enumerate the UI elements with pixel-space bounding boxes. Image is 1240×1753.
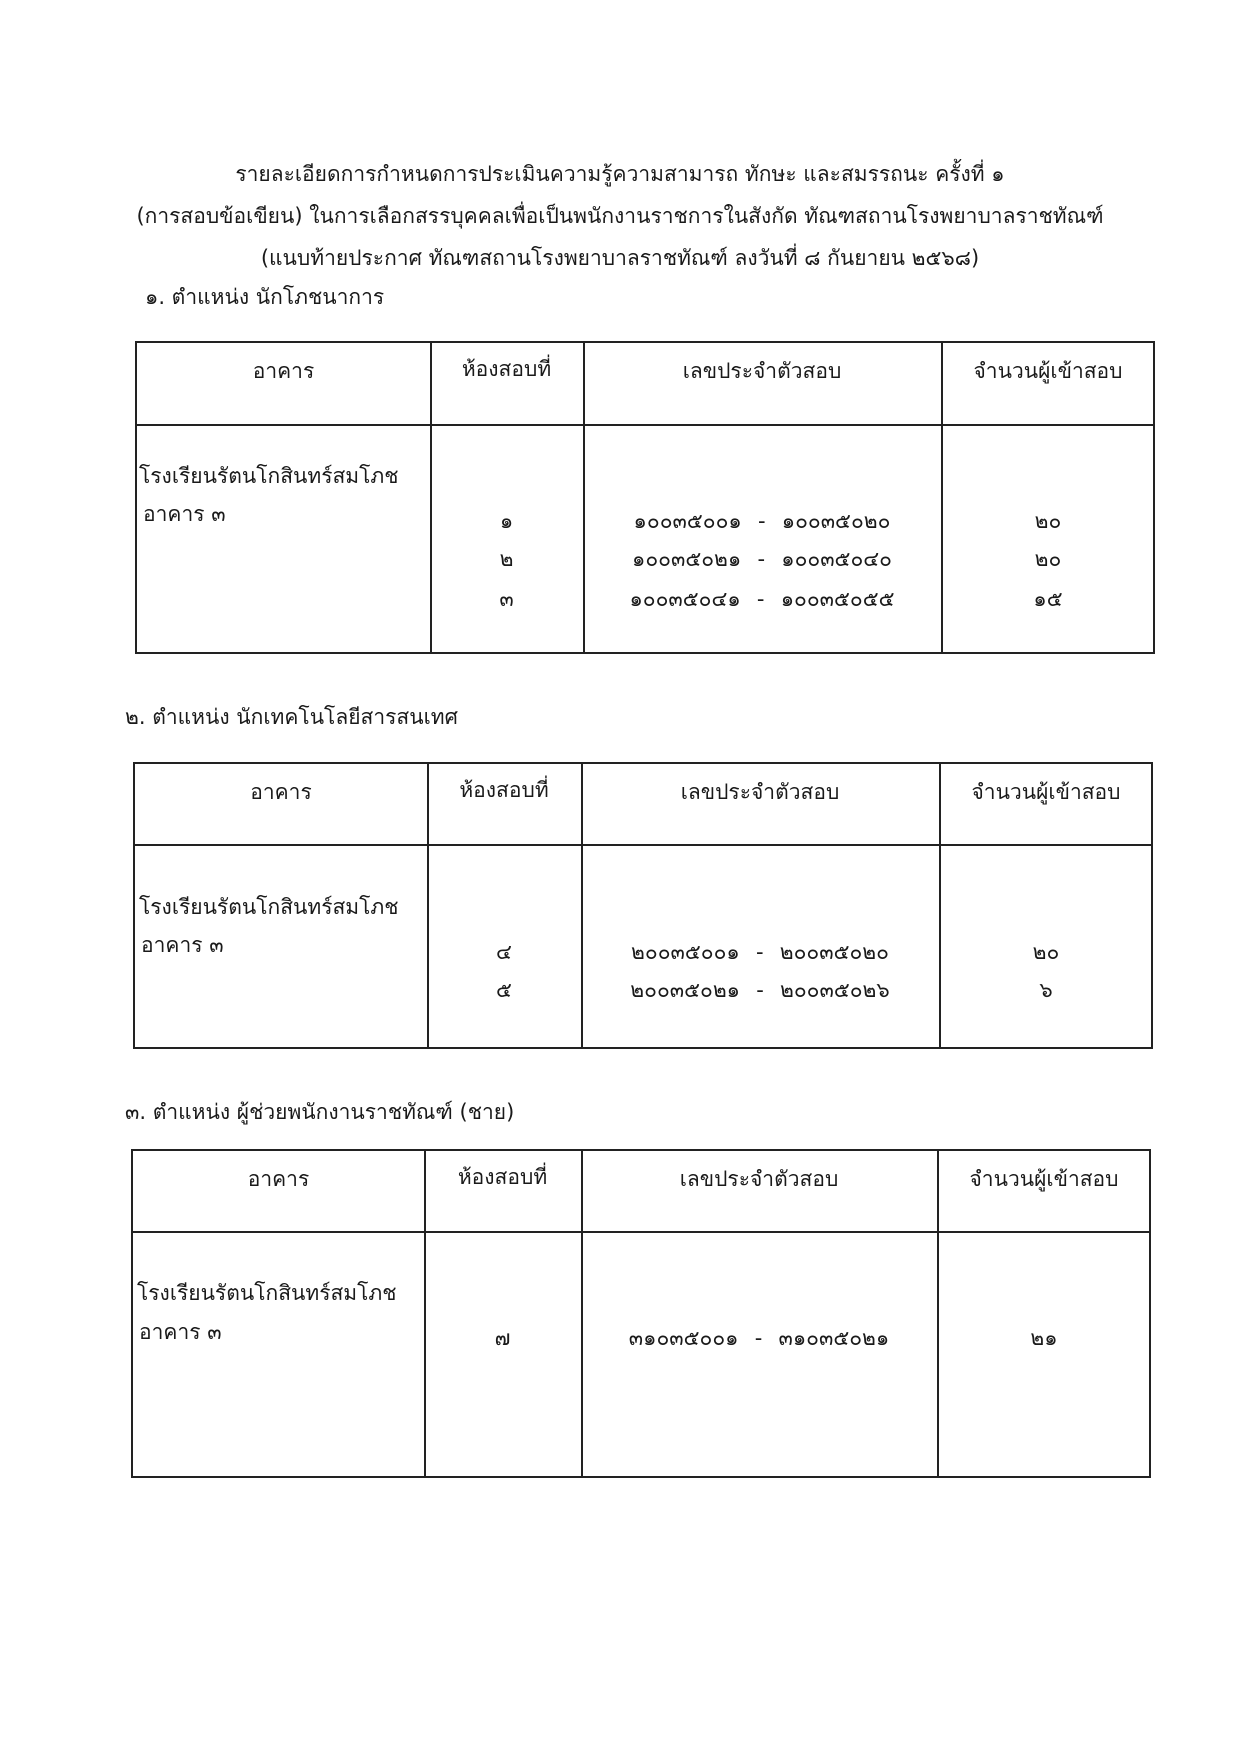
room-number: ๒	[499, 547, 514, 571]
building-name: โรงเรียนรัตนโกสินทร์สมโภช	[139, 895, 399, 919]
room-number: ๕	[496, 978, 512, 1002]
column-header-count: จำนวนผู้เข้าสอบ	[971, 780, 1121, 804]
column-header-count: จำนวนผู้เข้าสอบ	[973, 359, 1123, 383]
column-header-room: ห้องสอบที่	[457, 1165, 548, 1189]
document-title: รายละเอียดการกำหนดการประเมินความรู้ความสามารถ ทักษะ และสมรรถนะ ครั้งที่ ๑	[235, 162, 1005, 186]
examinee-count: ๑๕	[1033, 587, 1063, 611]
examinee-count: ๒๐	[1032, 940, 1060, 964]
exam-id-range: ๒๐๐๓๕๐๒๑ - ๒๐๐๓๕๐๒๖	[630, 978, 890, 1002]
column-header-exam-id: เลขประจำตัวสอบ	[679, 1167, 839, 1191]
column-header-building: อาคาร	[247, 1167, 310, 1191]
building-sub: อาคาร ๓	[139, 1320, 222, 1344]
room-number: ๔	[496, 940, 512, 964]
column-header-exam-id: เลขประจำตัวสอบ	[680, 780, 840, 804]
examinee-count: ๒๐	[1034, 509, 1062, 533]
section-title: ๓. ตำแหน่ง ผู้ช่วยพนักงานราชทัณฑ์ (ชาย)	[125, 1100, 515, 1124]
examinee-count: ๖	[1039, 978, 1053, 1002]
exam-schedule-table	[135, 341, 1155, 654]
exam-schedule-table	[131, 1149, 1151, 1478]
column-header-building: อาคาร	[250, 780, 312, 804]
column-header-building: อาคาร	[252, 359, 315, 383]
document-subtitle: (การสอบข้อเขียน) ในการเลือกสรรบุคคลเพื่อเป็นพนักงานราชการในสังกัด ทัณฑสถานโรงพยาบาลราชทัณฑ์	[136, 204, 1104, 228]
examinee-count: ๒๑	[1030, 1326, 1058, 1350]
exam-id-range: ๑๐๐๓๕๐๔๑ - ๑๐๐๓๕๐๕๕	[629, 587, 895, 611]
exam-id-range: ๑๐๐๓๕๐๐๑ - ๑๐๐๓๕๐๒๐	[633, 509, 891, 533]
examinee-count: ๒๐	[1034, 547, 1062, 571]
exam-id-range: ๒๐๐๓๕๐๐๑ - ๒๐๐๓๕๐๒๐	[631, 940, 889, 964]
building-sub: อาคาร ๓	[143, 502, 226, 526]
room-number: ๑	[499, 509, 514, 533]
section-title: ๒. ตำแหน่ง นักเทคโนโลยีสารสนเทศ	[125, 705, 458, 729]
column-header-room: ห้องสอบที่	[461, 357, 552, 381]
section-title: ๑. ตำแหน่ง นักโภชนาการ	[145, 285, 385, 309]
building-name: โรงเรียนรัตนโกสินทร์สมโภช	[137, 1281, 397, 1305]
column-header-count: จำนวนผู้เข้าสอบ	[969, 1167, 1119, 1191]
column-header-exam-id: เลขประจำตัวสอบ	[682, 359, 842, 383]
building-name: โรงเรียนรัตนโกสินทร์สมโภช	[139, 464, 399, 488]
room-number: ๗	[494, 1326, 511, 1350]
exam-schedule-table	[133, 762, 1153, 1049]
exam-id-range: ๓๑๐๓๕๐๐๑ - ๓๑๐๓๕๐๒๑	[628, 1326, 890, 1350]
room-number: ๓	[499, 587, 514, 611]
column-header-room: ห้องสอบที่	[459, 778, 549, 802]
building-sub: อาคาร ๓	[141, 933, 224, 957]
exam-id-range: ๑๐๐๓๕๐๒๑ - ๑๐๐๓๕๐๔๐	[632, 547, 892, 571]
document-reference: (แนบท้ายประกาศ ทัณฑสถานโรงพยาบาลราชทัณฑ์ ลงวันที่ ๘ กันยายน ๒๕๖๘)	[260, 246, 980, 270]
